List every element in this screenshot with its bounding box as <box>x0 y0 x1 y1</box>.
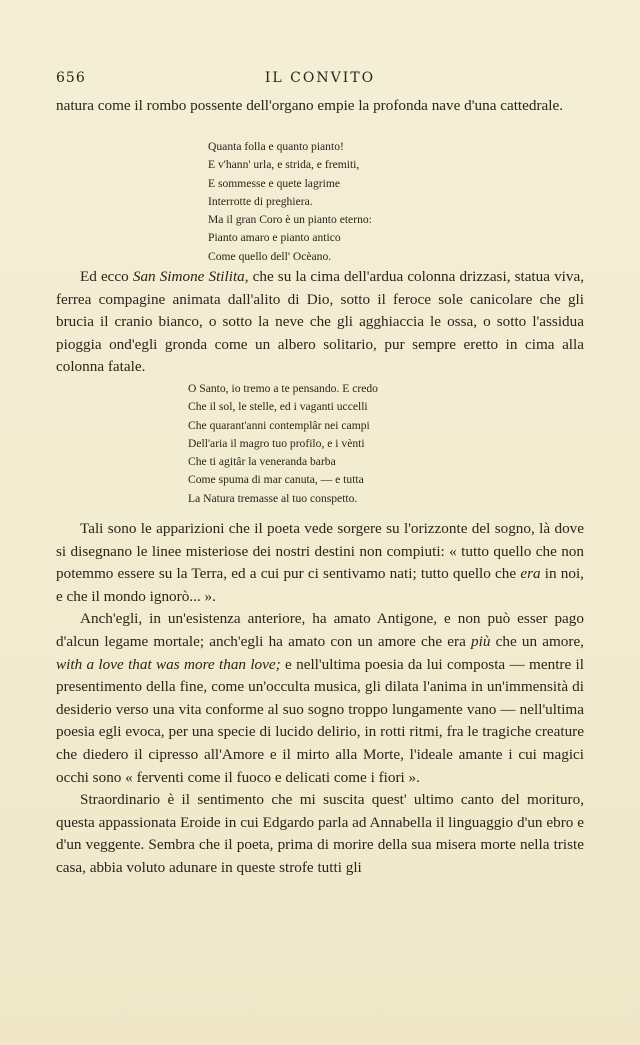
page-number: 656 <box>56 70 86 86</box>
paragraph-text <box>56 266 584 379</box>
italic-word: più <box>471 632 491 650</box>
paragraph-continued <box>56 95 584 118</box>
verse-line: Ma il gran Coro è un pianto eterno: <box>208 213 372 227</box>
text-run: Tali sono le apparizioni che il poeta vede sorgere su l'orizzonte del sogno, là dove si disegnano le linee misteriose dei nostri destini non compiuti: « tutto quello che non potemmo essere su la Terra, ed a cui pur ci sentivamo nati; tutto quello che <box>56 520 584 583</box>
verse-line: La Natura tremasse al tuo conspetto. <box>188 491 358 505</box>
verse-quotation-2 <box>188 380 378 508</box>
verse-line: Che il sol, le stelle, ed i vaganti uccelli <box>188 400 368 414</box>
verse-line: Quanta folla e quanto pianto! <box>208 140 344 153</box>
verse-line: Interrotte di preghiera. <box>208 194 313 208</box>
running-header <box>56 70 584 90</box>
paragraph-san-simone <box>56 266 584 379</box>
paragraph-apparizioni <box>56 518 584 608</box>
journal-title: IL CONVITO <box>264 70 376 86</box>
verse-line: E v'hann' urla, e strida, e fremiti, <box>208 158 360 172</box>
verse-line: E sommesse e quete lagrime <box>208 176 340 190</box>
text-run: che un amore, <box>490 632 584 650</box>
text-run: Ed ecco <box>80 268 133 285</box>
verse-line: Che quarant'anni contemplâr nei campi <box>188 418 370 432</box>
paragraph-antigone <box>56 608 584 789</box>
italic-quote: with a love that was more than love; <box>56 655 281 673</box>
body-paragraphs <box>56 518 584 880</box>
verse-quotation-1 <box>208 138 372 266</box>
text-run: e nell'ultima poesia da lui composta — mentre il presentimento della fine, come un'occulta musica, gli dilata l'anima in un'immensità di desiderio verso una vita conforme al suo sogno troppo lungamente vano — nell'ultima poesia egli evoca, per una specie di lucido delirio, in rotti ritmi, fra le tragiche creature che diedero il cipresso all'Amore e il mirto alla Morte, l'ideale amante i cui magici occhi sono « ferventi come il fuoco e delicati come i fiori ». <box>56 655 584 786</box>
italic-word: era <box>520 565 541 583</box>
verse-line: Come quello dell' Ocèano. <box>208 249 332 263</box>
verse-line: Dell'aria il magro tuo profilo, e i vènti <box>188 436 365 450</box>
verse-line: Come spuma di mar canuta, — e tutta <box>188 473 364 487</box>
verse-line: O Santo, io tremo a te pensando. E credo <box>188 382 378 395</box>
paragraph-straordinario: Straordinario è il sentimento che mi suscita quest' ultimo canto del morituro, questa appassionata Eroide in cui Edgardo parla ad Annabella il linguaggio d'un ebro e d'un veggente. Sembra che il poeta, prima di morire della sua misera morte nella triste casa, abbia voluto adunare in queste strofe tutti gli <box>56 791 584 876</box>
text-run: che su la cima dell'ardua colonna drizzasi, statua viva, ferrea compagine animata dall'alito di Dio, sotto il feroce sole canicolare che gli brucia il cranio bianco, o sotto la neve che gli agghiaccia le ossa, o sotto l'assidua pioggia ond'egli gronda come un albero solitario, pur sempre eretto in cima alla colonna fatale. <box>56 268 585 376</box>
paragraph-text: natura come il rombo possente dell'organo empie la profonda nave d'una cattedrale. <box>56 97 564 114</box>
text-run: in noi, e che il mondo ignorò... ». <box>56 565 584 605</box>
text-run: Anch'egli, in un'esistenza anteriore, ha amato Antigone, e non può esser pago d'alcun legame mortale; anch'egli ha amato con un amore che era <box>56 610 584 650</box>
verse-line: Che ti agitâr la veneranda barba <box>188 455 336 469</box>
italic-name: San Simone Stilita, <box>132 268 249 285</box>
verse-line: Pianto amaro e pianto antico <box>208 231 341 245</box>
